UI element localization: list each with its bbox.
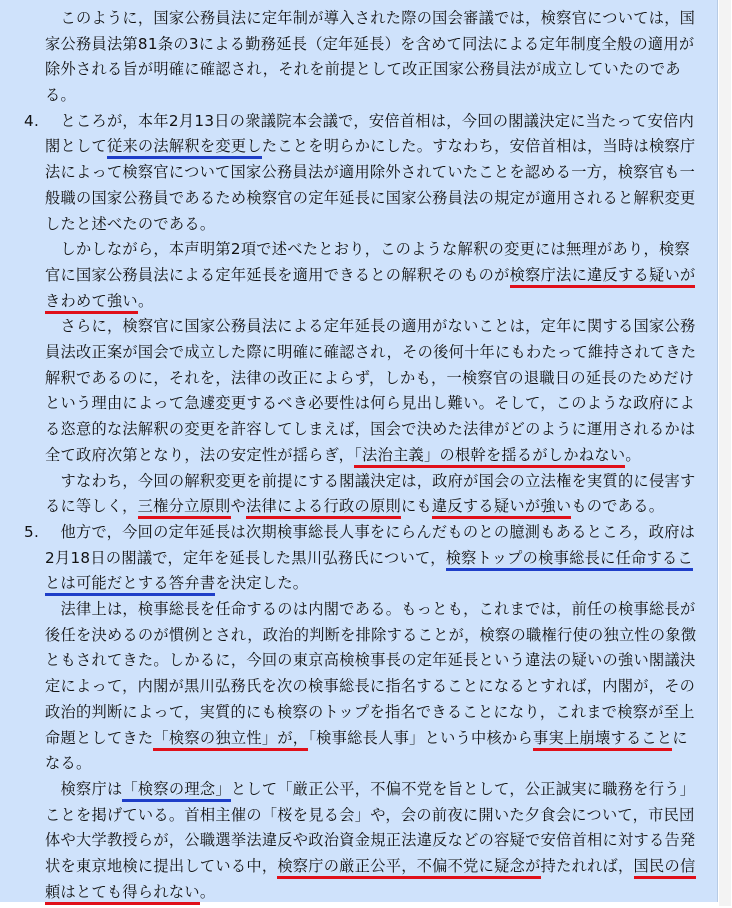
text-line (45, 520, 705, 546)
text-run: 般職の国家公務員であるため検察官の定年延長に国家公務員法の規定が適用されると解釈変更 (45, 188, 696, 207)
text-line (45, 340, 705, 366)
text-run: にも (400, 497, 432, 516)
underlined-phrase-red: 「法治主義」の根幹を揺るがしかねない (354, 446, 625, 468)
underlined-phrase-red: 違反する疑いが強い (432, 497, 571, 519)
text-run: 。 (625, 445, 641, 464)
vertical-scrollbar[interactable] (719, 0, 731, 906)
paragraph (24, 109, 705, 237)
text-run: や (230, 497, 247, 516)
text-line (45, 828, 705, 854)
underlined-phrase-blue: 検察トップの検事総長に任命するこ (446, 549, 693, 571)
text-run: 員法改正案が国会で成立した際に明確に確認され，その後何十年にもわたって維持されてきた (45, 343, 697, 362)
text-line (45, 263, 705, 289)
underlined-phrase-red: 検察庁の厳正公平，不偏不党に疑念が (277, 857, 540, 879)
text-run: 。 (199, 882, 216, 901)
text-line (45, 648, 705, 674)
text-run: 「検事総長人事」という中核から (308, 728, 534, 747)
text-line (45, 237, 705, 263)
underlined-phrase-red: 法律による行政の原則 (246, 497, 401, 519)
item-number: 4. (24, 111, 40, 130)
text-run: 法律上は，検事総長を任命するのは内閣である。もっとも，これまでは，前任の検事総長が (45, 600, 696, 619)
paragraph (45, 469, 705, 520)
text-line (45, 186, 705, 212)
text-run: として「厳正公平，不偏不党を旨として，公正誠実に職務を行う」 (230, 780, 696, 798)
text-run: ことを掲げている。首相主催の「桜を見る会」や，会の前夜に開いた夕食会について，市民団 (45, 805, 695, 824)
text-run: 定によって，内閣が黒川弘務氏を次の検事総長に指名することになるとすれば，内閣が，その (45, 677, 696, 696)
text-line (45, 494, 705, 520)
text-line (45, 32, 705, 58)
text-line (45, 777, 705, 803)
text-line (45, 751, 705, 777)
underlined-phrase-red: 三権分立原則 (138, 497, 231, 519)
text-run: すなわち，今回の解釈変更を前提にする閣議決定は，政府が国会の立法権を実質的に侵害す (45, 471, 696, 490)
text-run: に (672, 728, 688, 747)
text-line (45, 83, 705, 109)
text-run: 体や大学教授らが，公職選挙法違反や政治資金規正法違反などの容疑で安倍首相に対する告発 (45, 831, 696, 850)
text-line (45, 854, 705, 880)
text-run: しかしながら，本声明第2項で述べたとおり，このような解釈の変更には無理があり，検察 (45, 240, 690, 259)
text-line (45, 597, 705, 623)
text-run: る恣意的な法解釈の変更を許容してしまえば，国会で決めた法律がどのように運用されるかは (45, 420, 696, 439)
text-run: 命題としてきた (45, 728, 154, 747)
text-line (45, 443, 705, 469)
text-run: 閣として (45, 137, 107, 156)
text-run: 政治的判断によって，実質的にも検察のトップを指名できることになり，これまで検察が至上 (45, 702, 695, 721)
text-run: 持たれれば， (540, 857, 634, 876)
text-run: という理由によって急遽変更するべき必要性は何ら見出し難い。そして，このような政府によ (45, 394, 696, 413)
text-line (45, 880, 705, 906)
text-line (45, 391, 705, 417)
text-run: 解釈であるのに，それを，法律の改正によらず，しかも，一検察官の退職日の延長のためだけ (45, 368, 695, 387)
underlined-phrase-blue: 「検察の理念」 (122, 780, 230, 802)
text-line (45, 6, 705, 32)
text-run: るに等しく， (45, 497, 138, 516)
text-line (45, 109, 705, 135)
paragraph (24, 520, 705, 597)
text-line (45, 546, 705, 572)
text-run: 検察庁は (45, 780, 123, 798)
underlined-phrase-red: きわめて強い (45, 292, 138, 314)
text-run: ともされてきた。しかるに，今回の東京高検検事長の定年延長という違法の疑いの強い閣議決 (45, 651, 696, 670)
text-run: 。 (137, 291, 154, 310)
text-run: 2月18日の閣議で，定年を延長した黒川弘務氏について， (45, 548, 446, 567)
paragraph (45, 6, 705, 109)
text-line (45, 289, 705, 315)
underlined-phrase-red: 頼はとても得られない (45, 883, 200, 905)
text-run: さらに，検察官に国家公務員法による定年延長の適用がないことは，定年に関する国家公務 (45, 317, 696, 336)
text-run: 官に国家公務員法による定年延長を適用できるとの解釈そのものが (45, 265, 510, 284)
text-line (45, 314, 705, 340)
text-run: 法によって検察官について国家公務員法が適用除外されていたことを認める一方，検察官も一 (45, 163, 696, 182)
underlined-phrase-blue: 従来の法解釈を変更し (107, 137, 262, 159)
item-number: 5. (24, 523, 40, 541)
text-line (45, 212, 705, 238)
underlined-phrase-red: 国民の信 (634, 857, 696, 879)
text-run: たことを明らかにした。すなわち，安倍首相は，当時は検察庁 (261, 137, 696, 156)
text-line (45, 623, 705, 649)
text-run: なる。 (45, 754, 92, 773)
text-line (45, 726, 705, 752)
text-run: 全て政府次第となり，法の安定性が揺らぎ， (45, 445, 355, 464)
underlined-phrase-red: 「検察の独立性」が， (153, 729, 308, 751)
underlined-phrase-red: 事実上崩壊すること (533, 729, 672, 751)
underlined-phrase-blue: とは可能だとする答弁書 (45, 574, 215, 596)
text-line (45, 160, 705, 186)
text-run: ものである。 (571, 497, 665, 516)
text-line (45, 134, 705, 160)
text-run: る。 (45, 86, 76, 105)
text-run: このように，国家公務員法に定年制が導入された際の国会審議では，検察官については，国 (45, 9, 696, 27)
underlined-phrase-red: 検察庁法に違反する疑いが (510, 266, 696, 288)
text-run: したと述べたのである。 (45, 214, 216, 233)
text-run: 状を東京地検に提出している中， (45, 857, 278, 876)
text-run: ところが，本年2月13日の衆議院本会議で，安倍首相は，今回の閣議決定に当たって安倍内 (45, 111, 695, 130)
text-line (45, 469, 705, 495)
text-run: 他方で，今回の定年延長は次期検事総長人事をにらんだものとの臆測もあるところ，政府は (45, 523, 696, 541)
text-line (45, 366, 705, 392)
text-line (45, 571, 705, 597)
text-run: 後任を決めるのが慣例とされ，政治的判断を排除することが，検察の職権行使の独立性の象徴 (45, 625, 697, 644)
text-run: を決定した。 (215, 574, 309, 593)
paragraph (45, 237, 705, 314)
text-line (45, 57, 705, 83)
text-line (45, 803, 705, 829)
text-run: 除外される旨が明確に確認され，それを前提として改正国家公務員法が成立していたのであ (45, 60, 681, 79)
paragraph (45, 314, 705, 468)
text-line (45, 417, 705, 443)
paragraph (45, 777, 705, 905)
text-run: 家公務員法第81条の3による勤務延長（定年延長）を含めて同法による定年制度全般の適用が (45, 34, 695, 53)
text-line (45, 674, 705, 700)
paragraph (45, 597, 705, 777)
text-line (45, 700, 705, 726)
